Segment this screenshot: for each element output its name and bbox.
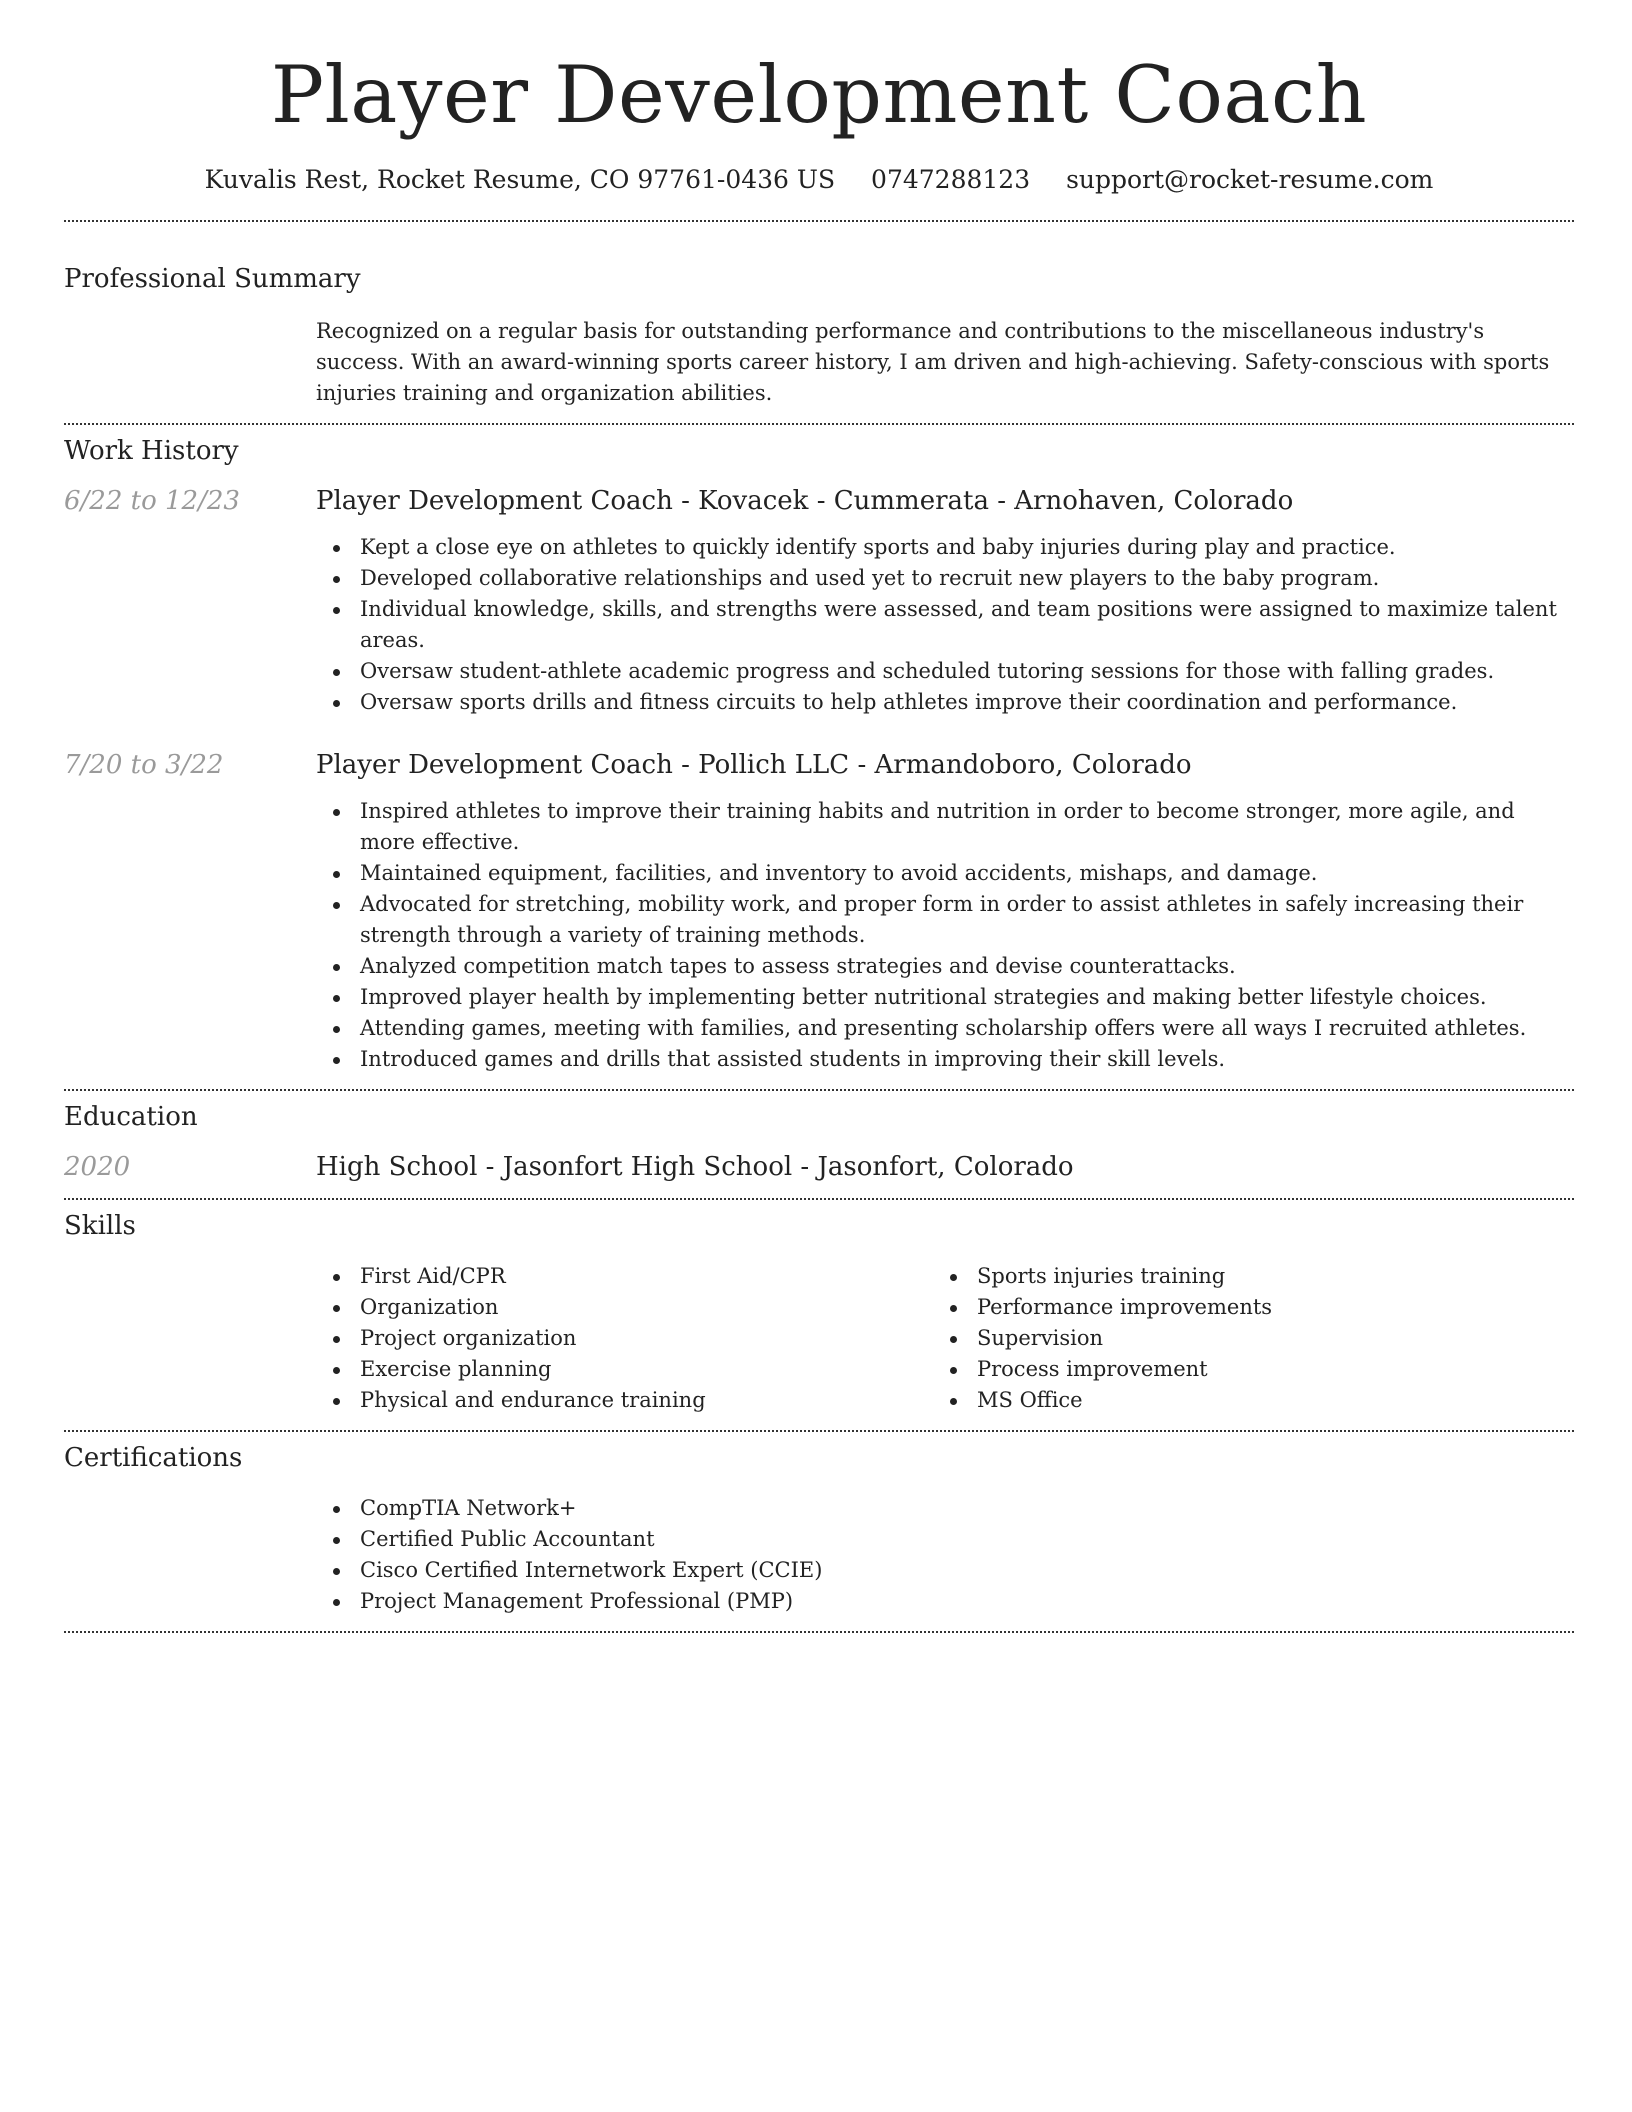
resume-name-heading: Player Development Coach (270, 49, 1368, 141)
job-bullet-list (316, 796, 1571, 1075)
summary-section-title: Professional Summary (64, 263, 361, 294)
contact-line (64, 165, 1574, 194)
list-item: Attending games, meeting with families, and presenting scholarship offers were all ways I recruited athletes. (316, 1013, 1571, 1044)
list-item: CompTIA Network+ (316, 1493, 1571, 1524)
list-item: Oversaw student-athlete academic progress and scheduled tutoring sessions for those with falling grades. (316, 656, 1571, 687)
job-title: Player Development Coach - Kovacek - Cummerata - Arnohaven, Colorado (316, 485, 1294, 516)
job-entry (64, 750, 1574, 1075)
list-item: Oversaw sports drills and fitness circuits to help athletes improve their coordination and performance. (316, 687, 1571, 718)
skills-section-title: Skills (64, 1210, 136, 1241)
education-year: 2020 (64, 1151, 131, 1182)
list-item: Advocated for stretching, mobility work, and proper form in order to assist athletes in safely increasing their strength through a variety of training methods. (316, 889, 1571, 951)
certifications-section-title: Certifications (64, 1442, 243, 1473)
list-item: Cisco Certified Internetwork Expert (CCIE) (316, 1555, 1571, 1586)
section-divider (64, 423, 1574, 425)
list-item: Individual knowledge, skills, and strengths were assessed, and team positions were assigned to maximize talent areas. (316, 594, 1571, 656)
contact-address: Kuvalis Rest, Rocket Resume, CO 97761-0436 US (204, 164, 836, 194)
resume-page (64, 0, 1574, 1633)
list-item: Supervision (933, 1323, 1550, 1354)
list-item: MS Office (933, 1385, 1550, 1416)
section-divider (64, 1198, 1574, 1200)
section-divider (64, 220, 1574, 222)
certifications-list (316, 1493, 1571, 1617)
skills-list-left (316, 1261, 933, 1416)
list-item: Project Management Professional (PMP) (316, 1586, 1571, 1617)
list-item: Kept a close eye on athletes to quickly identify sports and baby injuries during play and practice. (316, 532, 1571, 563)
list-item: Certified Public Accountant (316, 1524, 1571, 1555)
list-item: Organization (316, 1292, 933, 1323)
section-divider (64, 1089, 1574, 1091)
section-divider (64, 1631, 1574, 1633)
skills-columns (316, 1261, 1574, 1416)
contact-phone: 0747288123 (871, 164, 1031, 194)
contact-email: support@rocket-resume.com (1066, 164, 1434, 194)
summary-text: Recognized on a regular basis for outstanding performance and contributions to the miscellaneous industry's success. With an award-winning sports career history, I am driven and high-achieving. Safety-conscious with sports injuries training and organization abilities. (316, 318, 1550, 405)
job-title: Player Development Coach - Pollich LLC - Armandoboro, Colorado (316, 749, 1192, 780)
list-item: Sports injuries training (933, 1261, 1550, 1292)
list-item: Analyzed competition match tapes to assess strategies and devise counterattacks. (316, 951, 1571, 982)
section-divider (64, 1430, 1574, 1432)
job-bullet-list (316, 532, 1571, 718)
list-item: Developed collaborative relationships and used yet to recruit new players to the baby program. (316, 563, 1571, 594)
skills-list-right (933, 1261, 1550, 1416)
list-item: Improved player health by implementing better nutritional strategies and making better lifestyle choices. (316, 982, 1571, 1013)
list-item: Performance improvements (933, 1292, 1550, 1323)
job-entry (64, 486, 1574, 718)
list-item: Process improvement (933, 1354, 1550, 1385)
list-item: First Aid/CPR (316, 1261, 933, 1292)
list-item: Project organization (316, 1323, 933, 1354)
job-dates: 6/22 to 12/23 (64, 485, 240, 516)
education-entry (64, 1152, 1574, 1182)
education-section-title: Education (64, 1101, 198, 1132)
education-detail: High School - Jasonfort High School - Jasonfort, Colorado (316, 1151, 1074, 1182)
list-item: Exercise planning (316, 1354, 933, 1385)
list-item: Physical and endurance training (316, 1385, 933, 1416)
work-history-section-title: Work History (64, 435, 239, 466)
list-item: Inspired athletes to improve their training habits and nutrition in order to become stronger, more agile, and more effective. (316, 796, 1571, 858)
job-dates: 7/20 to 3/22 (64, 749, 224, 780)
list-item: Introduced games and drills that assisted students in improving their skill levels. (316, 1044, 1571, 1075)
list-item: Maintained equipment, facilities, and inventory to avoid accidents, mishaps, and damage. (316, 858, 1571, 889)
